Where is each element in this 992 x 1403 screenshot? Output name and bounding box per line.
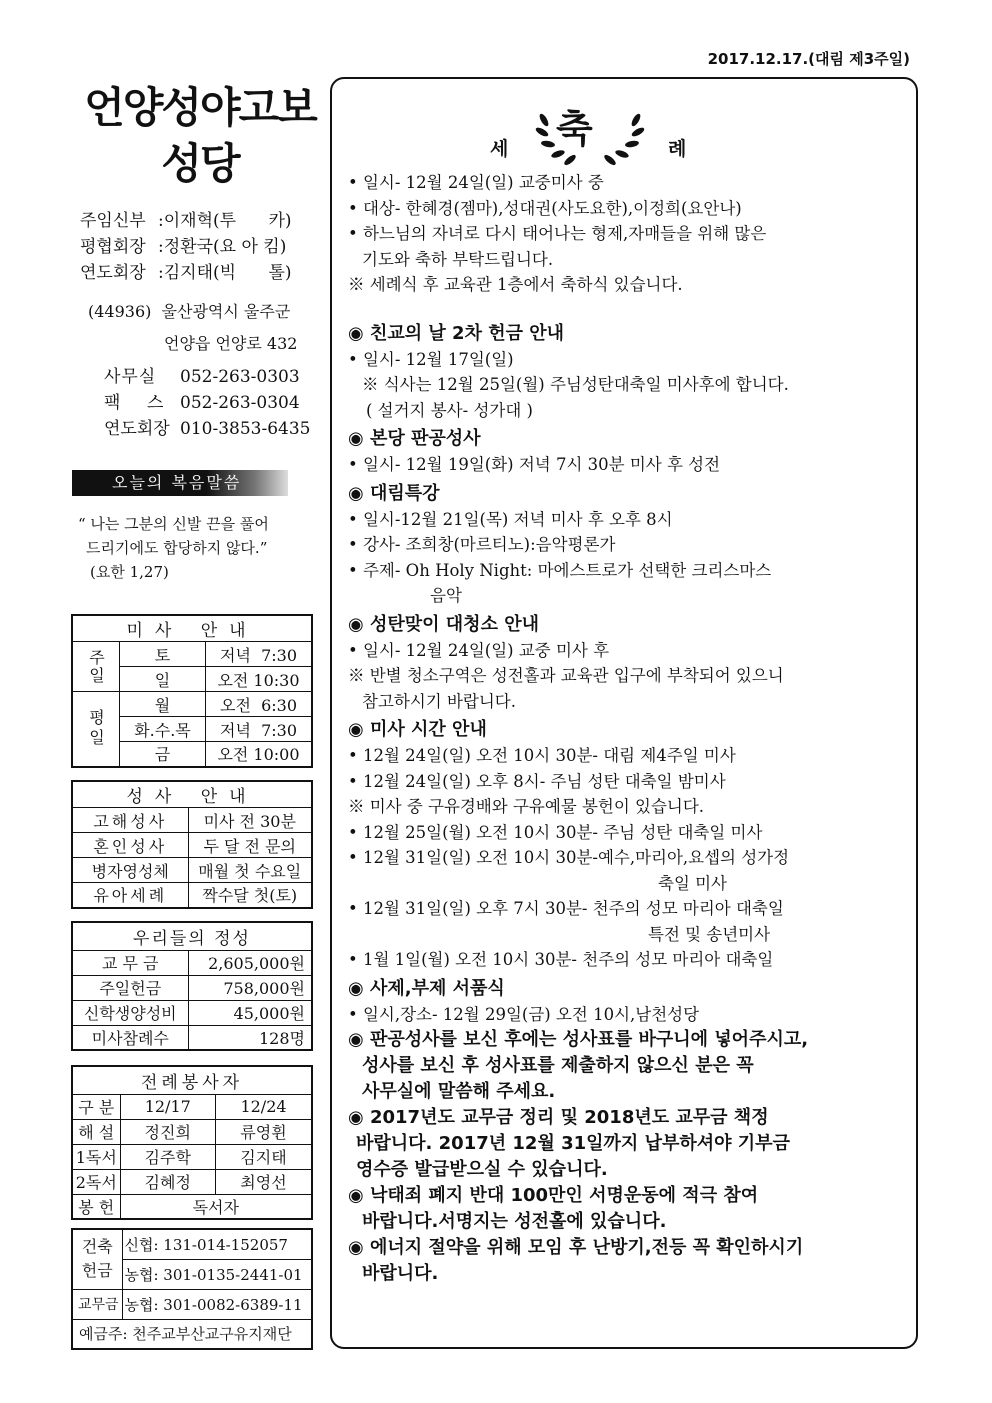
section-line: ※ 미사 중 구유경배와 구유예물 봉헌이 있습니다.: [348, 797, 705, 816]
offertory-value: 독서자: [120, 1194, 312, 1219]
staff-list: [80, 208, 310, 286]
server-name: 김주학: [120, 1144, 215, 1169]
offering-amount: 128명: [188, 1025, 312, 1050]
section-line: 축일 미사: [658, 873, 728, 893]
mass-day: 금: [120, 742, 206, 767]
staff-role: 연도회장: [80, 263, 146, 283]
staff-role: 평협회장: [80, 237, 146, 257]
section-title: ◉ 미사 시간 안내: [348, 719, 487, 740]
server-name: 류영휜: [215, 1119, 312, 1144]
address-line2: 언양읍 언양로 432: [164, 334, 298, 353]
section-line: 음악: [430, 586, 462, 605]
section-line: 특전 및 송년미사: [648, 924, 771, 944]
notice-line: ◉ 낙태죄 폐지 반대 100만인 서명운동에 적극 참여: [348, 1185, 759, 1206]
section-line: • 12월 24일(일) 오후 8시- 주님 성탄 대축일 밤미사: [348, 771, 726, 791]
baptism-header: [490, 98, 690, 168]
offering-name: 미사참례수: [72, 1025, 188, 1050]
mass-caption: 미사 안내: [72, 615, 312, 642]
server-name: 최영선: [215, 1169, 312, 1194]
section-line: ※ 식사는 12월 25일(월) 주님성탄대축일 미사후에 합니다.: [362, 375, 789, 394]
section-title: ◉ 사제,부제 서품식: [348, 977, 505, 999]
servers-role: 2독서: [72, 1169, 120, 1194]
servers-role: 해 설: [72, 1119, 120, 1144]
section-line: • 12월 31일(일) 오후 7시 30분- 천주의 성모 마리아 대축일: [348, 899, 784, 918]
building-fund-label: 건축헌금: [72, 1229, 122, 1289]
gospel-header: 오늘의 복음말씀: [72, 470, 288, 496]
sacraments-caption: 성사 안내: [72, 781, 312, 808]
contact-list: [104, 364, 314, 442]
notice-line: 영수증 발급받으실 수 있습니다.: [356, 1159, 608, 1180]
section-line: • 일시-12월 21일(목) 저녁 미사 후 오후 8시: [348, 509, 673, 529]
sacrament-name: 고해성사: [72, 808, 188, 833]
section-line: • 일시,장소- 12월 29일(금) 오전 10시,남천성당: [348, 1004, 700, 1024]
servers-caption: 전례봉사자: [72, 1066, 312, 1094]
gospel-text: [78, 512, 308, 584]
sacrament-name: 유아세례: [72, 883, 188, 908]
section-line: ( 설거지 봉사- 성가대 ): [366, 400, 533, 420]
sacrament-name: 혼인성사: [72, 833, 188, 858]
offering-name: 교 무 금: [72, 950, 188, 975]
baptism-line: • 하느님의 자녀로 다시 태어나는 형제,자매들을 위해 많은: [348, 224, 767, 243]
section-title: ◉ 성탄맞이 대청소 안내: [348, 613, 539, 635]
server-name: 김지태: [215, 1144, 312, 1169]
sacrament-info: 두 달 전 문의: [188, 833, 312, 858]
notice-line: ◉ 에너지 절약을 위해 모임 후 난방기,전등 꼭 확인하시기: [348, 1237, 804, 1258]
notice-line: ◉ 2017년도 교무금 정리 및 2018년도 교무금 책정: [348, 1107, 769, 1128]
tithe-label: 교무금: [72, 1289, 122, 1319]
weekday-label: 평일: [72, 692, 120, 767]
address-line1: (44936) 울산광역시 울주군: [88, 302, 291, 321]
notice-line: 바랍니다.서명지는 성전홀에 있습니다.: [362, 1211, 667, 1232]
sacrament-info: 매월 첫 수요일: [188, 858, 312, 883]
notice-line: 성사를 보신 후 성사표를 제출하지 않으신 분은 꼭: [362, 1055, 754, 1076]
address: [88, 296, 308, 360]
mass-time: 오전 10:30: [206, 667, 313, 692]
contact-row: [104, 390, 314, 416]
servers-role: 1독서: [72, 1144, 120, 1169]
building-account: 농협: 301-0135-2441-01: [122, 1259, 312, 1289]
tithe-account: 농협: 301-0082-6389-11: [122, 1289, 312, 1319]
staff-name: :김지태(빅 톨): [158, 263, 292, 283]
mass-time: 저녁 7:30: [206, 642, 313, 667]
offering-name: 주일헌금: [72, 975, 188, 1000]
parish-title: [80, 80, 320, 192]
section-line: • 12월 25일(월) 오전 10시 30분- 주님 성탄 대축일 미사: [348, 822, 763, 842]
staff-name: :이재혁(투 카): [158, 211, 292, 231]
sacraments-table: [71, 780, 313, 909]
section-line: • 1월 1일(월) 오전 10시 30분- 천주의 성모 마리아 대축일: [348, 950, 774, 969]
baptism-title-chuk: 축: [556, 107, 593, 151]
baptism-title-se: 세: [490, 138, 509, 160]
server-name: 정진희: [120, 1119, 215, 1144]
servers-header-date: 12/17: [120, 1094, 215, 1119]
parish-title-line2: 성당: [161, 139, 239, 188]
bank-accounts-table: [71, 1228, 313, 1350]
offering-amount: 2,605,000원: [188, 950, 312, 975]
contact-row: [104, 364, 314, 390]
notice-line: ◉ 판공성사를 보신 후에는 성사표를 바구니에 넣어주시고,: [348, 1029, 809, 1050]
staff-role: 주임신부: [80, 211, 146, 231]
staff-row: [80, 234, 310, 260]
baptism-line: 기도와 축하 부탁드립니다.: [362, 249, 554, 269]
contact-value: 052-263-0303: [180, 367, 300, 387]
section-title: ◉ 본당 판공성사: [348, 428, 481, 449]
staff-row: [80, 260, 310, 286]
contact-value: 052-263-0304: [180, 393, 300, 413]
contact-label: 사무실: [104, 367, 157, 387]
mass-day: 화.수.목: [120, 717, 206, 742]
section-line: • 일시- 12월 24일(일) 교중 미사 후: [348, 640, 610, 660]
sacrament-info: 짝수달 첫(토): [188, 883, 312, 908]
sacrament-name: 병자영성체: [72, 858, 188, 883]
baptism-line: • 대상- 한혜경(젬마),성대권(사도요한),이정희(요안나): [348, 198, 742, 218]
contact-label: 연도회장: [104, 419, 170, 439]
gospel-line: “ 나는 그분의 신발 끈을 풀어: [78, 515, 269, 533]
mass-time: 저녁 7:30: [206, 717, 313, 742]
account-holder: 예금주: 천주교부산교구유지재단: [72, 1319, 312, 1349]
notice-line: 바랍니다.: [362, 1263, 439, 1284]
servers-role: 봉 헌: [72, 1194, 120, 1219]
sacrament-info: 미사 전 30분: [188, 808, 312, 833]
offering-amount: 758,000원: [188, 975, 312, 1000]
contact-row: [104, 416, 314, 442]
contact-value: 010-3853-6435: [180, 419, 311, 439]
section-line: • 12월 24일(일) 오전 10시 30분- 대림 제4주일 미사: [348, 746, 736, 765]
building-account: 신협: 131-014-152057: [122, 1229, 312, 1259]
offering-amount: 45,000원: [188, 1000, 312, 1025]
offerings-caption: 우리들의 정성: [72, 922, 312, 950]
mass-day: 일: [120, 667, 206, 692]
section-line: • 일시- 12월 19일(화) 저녁 7시 30분 미사 후 성전: [348, 455, 721, 474]
baptism-line: • 일시- 12월 24일(일) 교중미사 중: [348, 173, 604, 192]
notice-line: 바랍니다. 2017년 12월 31일까지 납부하셔야 기부금: [356, 1133, 790, 1154]
liturgy-servers-table: [71, 1065, 313, 1220]
section-title: ◉ 친교의 날 2차 헌금 안내: [348, 322, 565, 344]
section-title: ◉ 대림특강: [348, 482, 440, 504]
servers-header-date: 12/24: [215, 1094, 312, 1119]
mass-day: 월: [120, 692, 206, 717]
gospel-reference: (요한 1,27): [90, 563, 169, 581]
staff-row: [80, 208, 310, 234]
notice-content: [348, 170, 908, 1287]
parish-title-line1: 언양성야고보: [84, 83, 316, 132]
baptism-title-rye: 례: [668, 138, 687, 160]
notice-line: 사무실에 말씀해 주세요.: [362, 1081, 556, 1102]
mass-schedule-table: [71, 614, 313, 768]
server-name: 김혜정: [120, 1169, 215, 1194]
issue-date: 2017.12.17.(대림 제3주일): [707, 50, 910, 68]
section-line: • 강사- 조희창(마르티노):음악평론가: [348, 535, 616, 554]
gospel-line: 드리기에도 합당하지 않다.”: [86, 539, 268, 557]
section-line: • 일시- 12월 17일(일): [348, 349, 514, 369]
mass-time: 오전 6:30: [206, 692, 313, 717]
baptism-line: ※ 세례식 후 교육관 1층에서 축하식 있습니다.: [348, 275, 683, 294]
sunday-label: 주일: [72, 642, 120, 692]
servers-header-label: 구 분: [72, 1094, 120, 1119]
mass-day: 토: [120, 642, 206, 667]
contact-label: 팩 스: [104, 393, 165, 413]
section-line: 참고하시기 바랍니다.: [362, 691, 516, 711]
section-line: ※ 반별 청소구역은 성전홀과 교육관 입구에 부착되어 있으니: [348, 666, 784, 685]
mass-time: 오전 10:00: [206, 742, 313, 767]
offerings-table: [71, 921, 313, 1051]
section-line: • 12월 31일(일) 오전 10시 30분-예수,마리아,요셉의 성가정: [348, 848, 790, 867]
offering-name: 신학생양성비: [72, 1000, 188, 1025]
staff-name: :정환국(요 아 킴): [158, 237, 287, 257]
section-line: • 주제- Oh Holy Night: 마에스트로가 선택한 크리스마스: [348, 560, 772, 580]
